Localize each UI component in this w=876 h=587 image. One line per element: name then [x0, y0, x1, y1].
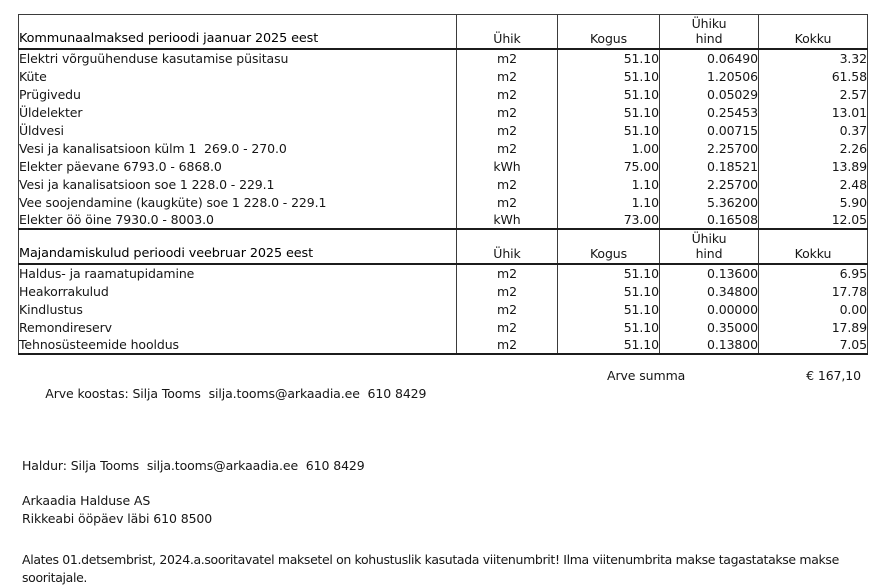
row-total: 2.48 — [759, 175, 868, 193]
table-row — [19, 85, 868, 103]
row-quantity: 51.10 — [558, 300, 660, 318]
row-description: Elekter öö öine 7930.0 - 8003.0 — [19, 211, 457, 229]
row-total: 5.90 — [759, 193, 868, 211]
row-description: Elektri võrguühenduse kasutamise püsitasu — [19, 49, 457, 67]
row-unit-price: 2.25700 — [660, 175, 759, 193]
row-description: Üldvesi — [19, 121, 457, 139]
row-unit-price: 0.13600 — [660, 264, 759, 282]
table-row — [19, 282, 868, 300]
column-header-total: Kokku — [759, 229, 868, 264]
row-unit-price: 0.34800 — [660, 282, 759, 300]
row-total: 0.37 — [759, 121, 868, 139]
row-description: Üldelekter — [19, 103, 457, 121]
manager-line: Haldur: Silja Tooms silja.tooms@arkaadia.ee 610 8429 — [22, 458, 365, 473]
row-unit: m2 — [457, 67, 558, 85]
row-unit: m2 — [457, 336, 558, 354]
row-quantity: 51.10 — [558, 336, 660, 354]
row-total: 17.89 — [759, 318, 868, 336]
row-unit-price: 0.05029 — [660, 85, 759, 103]
section-title: Majandamiskulud perioodi veebruar 2025 eest — [19, 229, 457, 264]
prepared-by-line: Arve koostas: Silja Tooms silja.tooms@arkaadia.ee 610 8429 — [45, 386, 427, 401]
row-total: 12.05 — [759, 211, 868, 229]
row-unit: m2 — [457, 282, 558, 300]
row-description: Remondireserv — [19, 318, 457, 336]
table-row — [19, 193, 868, 211]
row-unit: m2 — [457, 121, 558, 139]
row-description: Prügivedu — [19, 85, 457, 103]
column-header-unit-price — [660, 229, 759, 264]
row-total: 61.58 — [759, 67, 868, 85]
table-row — [19, 264, 868, 282]
row-unit: m2 — [457, 264, 558, 282]
column-header-unit: Ühik — [457, 229, 558, 264]
row-unit: m2 — [457, 85, 558, 103]
row-unit: m2 — [457, 49, 558, 67]
row-description: Vesi ja kanalisatsioon soe 1 228.0 - 229.1 — [19, 175, 457, 193]
table-row — [19, 336, 868, 354]
row-total: 6.95 — [759, 264, 868, 282]
row-quantity: 51.10 — [558, 318, 660, 336]
row-quantity: 1.00 — [558, 139, 660, 157]
invoice-footer — [18, 367, 867, 587]
column-header-total: Kokku — [759, 15, 868, 50]
row-total: 7.05 — [759, 336, 868, 354]
table-row — [19, 157, 868, 175]
row-description: Vesi ja kanalisatsioon külm 1 269.0 - 270.0 — [19, 139, 457, 157]
row-quantity: 51.10 — [558, 121, 660, 139]
row-unit-price: 0.35000 — [660, 318, 759, 336]
row-unit: kWh — [457, 157, 558, 175]
table-row — [19, 67, 868, 85]
row-quantity: 1.10 — [558, 193, 660, 211]
column-header-quantity: Kogus — [558, 15, 660, 50]
row-quantity: 51.10 — [558, 67, 660, 85]
row-unit-price: 5.36200 — [660, 193, 759, 211]
row-quantity: 51.10 — [558, 103, 660, 121]
row-unit-price: 0.00000 — [660, 300, 759, 318]
row-unit-price: 1.20506 — [660, 67, 759, 85]
column-header-unit-price-label: Ühiku hind — [691, 16, 727, 46]
row-unit: m2 — [457, 103, 558, 121]
table-row — [19, 175, 868, 193]
row-unit-price: 0.00715 — [660, 121, 759, 139]
row-quantity: 73.00 — [558, 211, 660, 229]
row-unit: kWh — [457, 211, 558, 229]
section-header-row — [19, 15, 868, 50]
column-header-unit: Ühik — [457, 15, 558, 50]
row-quantity: 75.00 — [558, 157, 660, 175]
row-total: 13.89 — [759, 157, 868, 175]
row-total: 3.32 — [759, 49, 868, 67]
row-total: 0.00 — [759, 300, 868, 318]
section-title: Kommunaalmaksed perioodi jaanuar 2025 eest — [19, 15, 457, 50]
payment-notice: Alates 01.detsembrist, 2024.a.sooritavatel maksetel on kohustuslik kasutada viitenumbrit! Ilma viitenumbrita makse tagastatakse makse sooritajale. — [22, 552, 839, 585]
invoice-total-value: € 167,10 — [806, 368, 861, 383]
row-total: 2.57 — [759, 85, 868, 103]
table-row — [19, 103, 868, 121]
row-description: Tehnosüsteemide hooldus — [19, 336, 457, 354]
support-line: Rikkeabi ööpäev läbi 610 8500 — [22, 511, 213, 526]
table-row — [19, 300, 868, 318]
row-description: Küte — [19, 67, 457, 85]
footer-first-row — [18, 367, 867, 457]
table-row — [19, 49, 868, 67]
row-total: 17.78 — [759, 282, 868, 300]
table-row — [19, 211, 868, 229]
column-header-quantity: Kogus — [558, 229, 660, 264]
row-total: 13.01 — [759, 103, 868, 121]
table-row — [19, 121, 868, 139]
row-unit-price: 0.13800 — [660, 336, 759, 354]
invoice-total-label: Arve summa — [607, 368, 686, 383]
row-unit: m2 — [457, 193, 558, 211]
row-unit-price: 0.16508 — [660, 211, 759, 229]
row-quantity: 51.10 — [558, 282, 660, 300]
column-header-unit-price-label: Ühiku hind — [691, 231, 727, 261]
row-unit: m2 — [457, 318, 558, 336]
row-description: Kindlustus — [19, 300, 457, 318]
row-quantity: 51.10 — [558, 85, 660, 103]
row-unit: m2 — [457, 139, 558, 157]
row-unit-price: 2.25700 — [660, 139, 759, 157]
table-row — [19, 139, 868, 157]
row-description: Vee soojendamine (kaugküte) soe 1 228.0 - 229.1 — [19, 193, 457, 211]
company-name: Arkaadia Halduse AS — [22, 493, 151, 508]
charges-table — [18, 14, 868, 355]
section-header-row — [19, 229, 868, 264]
column-header-unit-price — [660, 15, 759, 50]
row-quantity: 51.10 — [558, 49, 660, 67]
row-quantity: 1.10 — [558, 175, 660, 193]
row-description: Haldus- ja raamatupidamine — [19, 264, 457, 282]
row-description: Elekter päevane 6793.0 - 6868.0 — [19, 157, 457, 175]
row-unit-price: 0.06490 — [660, 49, 759, 67]
row-total: 2.26 — [759, 139, 868, 157]
row-unit: m2 — [457, 175, 558, 193]
row-unit: m2 — [457, 300, 558, 318]
row-unit-price: 0.18521 — [660, 157, 759, 175]
row-unit-price: 0.25453 — [660, 103, 759, 121]
row-description: Heakorrakulud — [19, 282, 457, 300]
row-quantity: 51.10 — [558, 264, 660, 282]
table-row — [19, 318, 868, 336]
